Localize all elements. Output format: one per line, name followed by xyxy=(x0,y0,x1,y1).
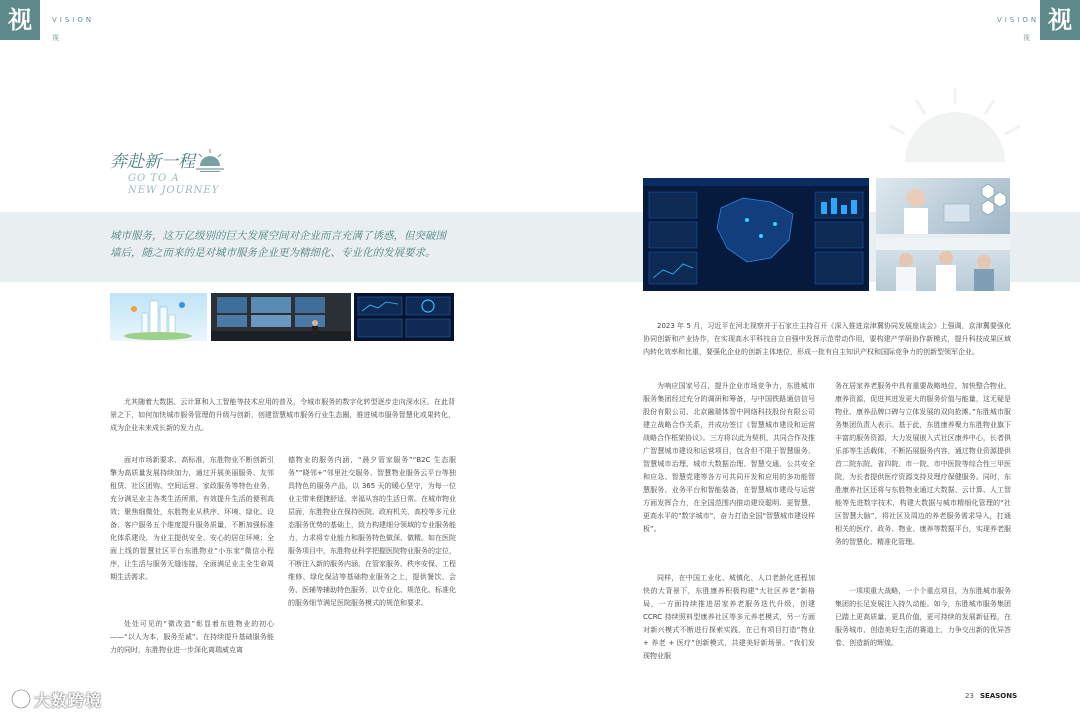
left-intro-paragraph: 尤其随着大数据、云计算和人工智能等技术应用的普及，令城市服务的数字化转型逐步走向深水区。在此背景之下，如何加快城市服务管理的升级与创新，创建智慧城市服务行业生态圈，推进城市服务智慧化或果转化，成为企业未来成长新的发力点。 xyxy=(110,398,455,432)
left-col1-paragraph-2: 处处可见的“微改造”彰显着东胜物业的初心——“以人为本，服务至诚”。在持续提升基础服务能力的同时，东胜物业进一步深化离瑞威克离 xyxy=(110,620,274,654)
section-corner-tab-right: 视 xyxy=(1040,0,1080,40)
right-col1-paragraph-2: 同样，在中国工业化、城镇化、人口老龄化进程加快的大背景下，东胜康养积极构建“大社区养老”新格局，一方面持续推进居家养老服务迭代升级，创建 CCRC 持续照料型康养社区等多元养老模式，另一方面对新兴模式不断进行探索实践，在已有项目打造“物业 + 养老 + 医疗”创新模式，共建美好新场景。“我们发现物业服 xyxy=(643,574,815,660)
vision-label-left: VISION xyxy=(52,16,95,24)
control-room-photo xyxy=(211,293,351,341)
right-col1-paragraph-1: 为响应国家号召，提升企业市场竞争力，东胜城市服务集团经过充分的调研和筹备，与中国铁路通信信号股份有限公司、北京融瑞体智中网络科技股份有限公司建立战略合作关系，并成功签订《智慧城市建设和运营战略合作框架协议》。三方将以此为契机，共同合作及推广智慧城市建设和运营项目，包含但不限于智慧服务、智慧城市治理、城市大数据治理、智慧交通、公共安全和应急、智慧党建等各方可共同开发和应用的多功能智慧服务、业务平台和智能装备，在智慧城市建设与运营方面发挥合力，在全国范围内推动建设聪明、更智慧、更高水平的“数字城市”，奋力打造全国“智慧城市建设样板”。 xyxy=(643,382,815,533)
title-en-line-2: NEW JOURNEY xyxy=(128,185,220,196)
city-data-dashboard-image xyxy=(643,178,869,291)
left-col1-paragraph-1: 面对市场新要求、高标准，东胜物业不断创新引擎为高质量发展持续加力，通过开展美丽服务、友邻租赁、社区团购、空间运营、家政服务等特色业务，充分满足业主各类生活所需，有效提升生活的便利高效；聚焦细微处，东胜物业从秩序、环境、绿化、设备、客户服务五个维度提升服务质量，不断加强标准化体系建设，为业主提供安全、安心的居住环境；全面上线的智慧社区平台东胜物业“小东家”微信小程序，让生活与服务无缝连接，全面满足业主全生命周期生活需求。 xyxy=(110,456,274,581)
article-title-en xyxy=(128,173,219,197)
watermark-text: 大数跨境 xyxy=(34,691,103,710)
dashboard-screens-photo xyxy=(354,293,454,341)
decorative-sun-icon xyxy=(880,82,1030,162)
right-intro-paragraph: 2023 年 5 月，习近平在河北视察并于石家庄主持召开《深入推进京津冀协同发展座谈会》上强调，京津冀要强化协同创新和产业协作，在实现高水平科技自立自强中发挥示范带动作用，要构建产学研协作新模式，提升科技成果区域内转化效率和比重，要强化企业的创新主体地位，形成一批有自主知识产权和国际竞争力的创新型领军企业。 xyxy=(643,322,1011,356)
right-col2-paragraph-1: 务在居家养老服务中具有重要战略地位，加快整合物业、康养资源，促进其进发更大的服务价值与能量，这无疑是物业、康养品牌口碑与立体发展的双向抢滩。”东胜城市服务集团负责人表示。基于此，东胜康养聚力东胜物业旗下丰富的服务资源，大力发展嵌入式社区康养中心，长者俱乐部等生活载体，不断拓展服务内容，通过物业资源提供首二院东院、省四院、市一院、市中医院等综合性三甲医院，为长者提供医疗资源支持及理疗保健服务。同时，东胜康养社区还将与东胜物业通过大数据、云计算、人工智能等先进数字技术，构建大数据与城市精细化管理的“社区智慧大脑”，将社区及周边的养老服务需求导入，打通相关的医疗、政务、物业、康养等数据平台，实现养老服务的智慧化、精准化管理。 xyxy=(835,382,1011,546)
smart-city-illustration xyxy=(110,293,207,341)
right-col2-paragraph-2: 一项项重大战略，一个个重点项目，为东胜城市服务集团的长足发展注入持久动能。如今，东胜城市服务集团已踏上更高质量、更具价值，更可持续的发展新征程，在服务城市、创造美好生活的赛道上，力争交出新的优异答卷、创造新的辉煌。 xyxy=(835,587,1011,647)
article-title: 奔赴新一程 xyxy=(110,152,195,172)
medical-team-photo xyxy=(876,238,1010,291)
left-col2-paragraph-1: 德物业的服务内涵，“晨夕管家服务”“B2C 生态服务”“晓邻+”邻里社交服务、智慧物业服务云平台等独具特色的服务产品，以 365 天的暖心坚守，为每一位业主带来便捷舒适、幸福从容的生活日常。在城市物业层面，东胜物业在保持医院、政府机关、高校等多元业态服务优势的基础上，致力构建细分领域的专业服务能力，力求将专业能力和服务特色做深、做精。如在医院服务项目中，东胜物业科学把握医院物业服务的定位，不断注入新的服务内涵，在管家服务、秩序安保、工程维修、绿化保洁等基础物业服务之上，提供餐饮、会务、医辅等辅助特色服务，以专业化、规范化、标准化的服务细节满足医院服务模式的规范和要求。 xyxy=(288,456,456,607)
sunrise-icon xyxy=(192,148,228,172)
lead-paragraph: 城市服务，这万亿级别的巨大发展空间对企业而言充满了诱惑，但突破围墙后，随之而来的是对城市服务企业更为精细化、专业化的发展要求。 xyxy=(110,230,446,259)
vision-sub-left: 视 xyxy=(52,34,59,42)
vision-label-right: VISION xyxy=(997,16,1040,24)
page-number-right: 23 xyxy=(965,692,974,700)
section-corner-tab-left: 视 xyxy=(0,0,40,40)
doctor-tablet-photo xyxy=(876,178,1010,234)
watermark-logo-icon xyxy=(10,688,32,710)
title-en-line-1: GO TO A xyxy=(128,173,180,184)
vision-sub-right: 视 xyxy=(1023,34,1030,42)
magazine-brand: SEASONS xyxy=(980,692,1018,700)
